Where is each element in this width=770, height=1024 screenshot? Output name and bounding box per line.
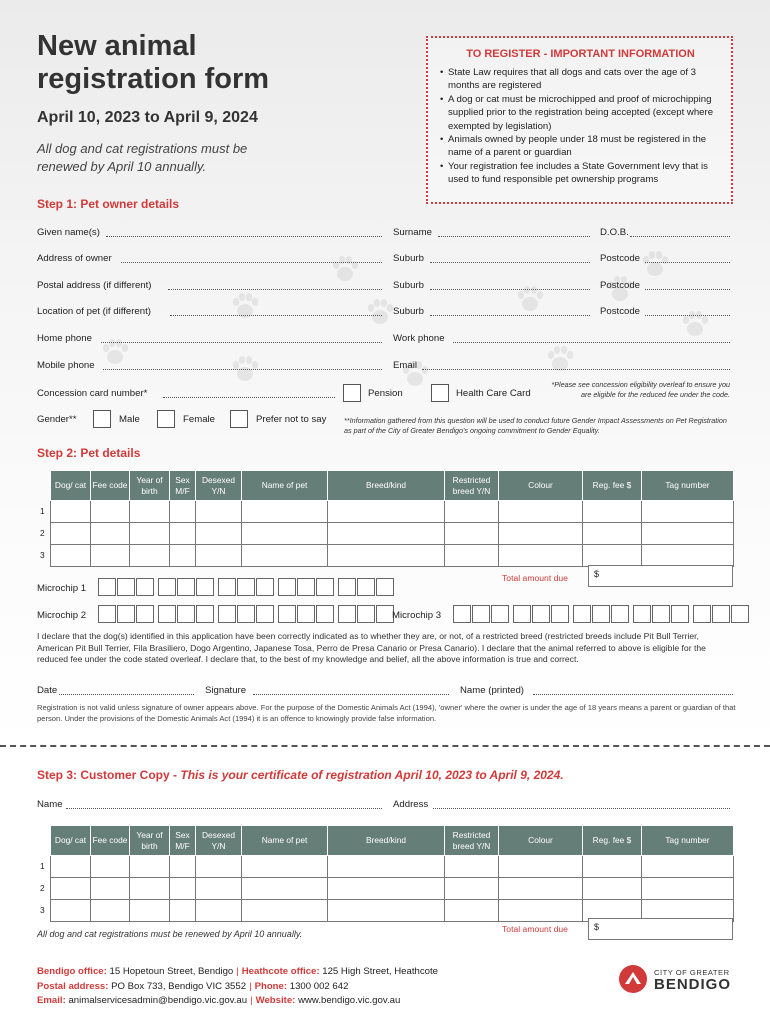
table-cell[interactable] [51, 501, 91, 523]
name-printed-field[interactable] [533, 694, 733, 695]
cut-line [0, 745, 770, 747]
form-title: New animal registration form [37, 30, 270, 95]
logo-line1: CITY OF GREATER [654, 968, 730, 977]
microchip1-label: Microchip 1 [37, 583, 87, 594]
step3-heading-prefix: Step 3: Customer Copy - [37, 768, 181, 782]
col-restricted-breed: Restricted breed Y/N [445, 826, 499, 856]
table-cell[interactable] [130, 545, 170, 567]
col-sex: Sex M/F [170, 471, 196, 501]
table-cell[interactable] [583, 856, 642, 878]
male-checkbox[interactable] [93, 410, 111, 428]
logo-line2: BENDIGO [654, 976, 732, 993]
given-names-label: Given name(s) [37, 227, 100, 238]
microchip2-label: Microchip 2 [37, 610, 87, 621]
renewal-note: All dog and cat registrations must be renewed by April 10 annually. [37, 141, 248, 174]
certificate-table [50, 825, 734, 922]
table-cell[interactable] [642, 501, 734, 523]
table-cell[interactable] [328, 878, 445, 900]
pet-details-table [50, 470, 734, 567]
suburb-label: Suburb [393, 253, 424, 264]
table-cell[interactable] [196, 523, 242, 545]
paw-print-icon [640, 250, 670, 278]
col-colour: Colour [499, 826, 583, 856]
concession-note: *Please see concession eligibility overleaf to ensure you are eligible for the reduced fee under the code. [551, 380, 730, 399]
table-cell[interactable] [91, 856, 130, 878]
name-label: Name [37, 799, 63, 810]
microchip2-boxes[interactable] [98, 605, 398, 623]
health-care-card-checkbox[interactable] [431, 384, 449, 402]
bendigo-office-label: Bendigo office: [37, 966, 107, 977]
table-header [51, 826, 734, 856]
email-field[interactable] [422, 369, 730, 370]
total-label: Total amount due [502, 573, 568, 583]
home-phone-label: Home phone [37, 333, 92, 344]
website-link[interactable]: www.bendigo.vic.gov.au [298, 995, 401, 1006]
table-cell[interactable] [445, 545, 499, 567]
col-dog-cat: Dog/ cat [51, 471, 91, 501]
table-cell[interactable] [51, 878, 91, 900]
table-cell[interactable] [583, 501, 642, 523]
table-cell[interactable] [445, 856, 499, 878]
total-amount-field[interactable] [588, 565, 733, 587]
table-cell[interactable] [51, 523, 91, 545]
info-item: • State Law requires that all dogs and cats over the age of 3 months are registered [440, 66, 721, 93]
table-cell[interactable] [642, 878, 734, 900]
table-cell[interactable] [328, 900, 445, 922]
col-colour: Colour [499, 471, 583, 501]
work-phone-label: Work phone [393, 333, 445, 344]
table-cell[interactable] [242, 545, 328, 567]
prefer-not-to-say-checkbox[interactable] [230, 410, 248, 428]
surname-field[interactable] [438, 236, 590, 237]
col-desexed: Desexed Y/N [196, 471, 242, 501]
postcode-label: Postcode [600, 306, 641, 317]
pension-checkbox[interactable] [343, 384, 361, 402]
info-item: • Animals owned by people under 18 must be registered in the name of a parent or guardian [440, 133, 721, 160]
postcode-field[interactable] [645, 315, 730, 316]
table-cell[interactable] [130, 501, 170, 523]
address-field[interactable] [433, 808, 730, 809]
city-crest-icon [618, 964, 648, 994]
total-prefix: $ [594, 569, 600, 579]
row-number: 1 [40, 861, 45, 871]
suburb-label: Suburb [393, 280, 424, 291]
suburb-field[interactable] [430, 262, 590, 263]
col-restricted-breed: Restricted breed Y/N [445, 471, 499, 501]
total-prefix: $ [594, 922, 600, 932]
website-label: Website: [255, 995, 296, 1006]
table-cell[interactable] [51, 545, 91, 567]
table-cell[interactable] [328, 501, 445, 523]
table-cell[interactable] [445, 523, 499, 545]
declaration-text: I declare that the dog(s) identified in this application have been correctly indicated as to whether they are, or not, of a restricted breed (restricted breeds include Pit Bull Terrier, American Pit Bull Terrier, Fila Brasiliero, Dogo Argentino, Japanese Tosa, Perro de Presa Canario or Presa Canario). I declare that the animal referred to above is eligible for the reduced fee under the code stated overleaf. I declare that, to the best of my knowledge and belief, all the above information is true and correct. [37, 631, 706, 664]
table-row[interactable] [51, 523, 734, 545]
table-cell[interactable] [499, 523, 583, 545]
table-cell[interactable] [170, 878, 196, 900]
city-logo [618, 962, 733, 998]
col-name-of-pet: Name of pet [242, 471, 328, 501]
table-cell[interactable] [242, 501, 328, 523]
table-cell[interactable] [196, 501, 242, 523]
info-item: • A dog or cat must be microchipped and proof of microchipping supplied prior to the registration being accepted (except where exempted by legislation) [440, 93, 721, 133]
table-cell[interactable] [91, 878, 130, 900]
owner-address-label: Address of owner [37, 253, 112, 264]
important-info-box [426, 36, 733, 204]
postal-address-label: Postal address (if different) [37, 280, 152, 291]
table-cell[interactable] [445, 501, 499, 523]
surname-label: Surname [393, 227, 432, 238]
postal-address: PO Box 733, Bendigo VIC 3552 [111, 980, 247, 992]
table-cell[interactable] [51, 856, 91, 878]
step2-heading: Step 2: Pet details [37, 446, 141, 460]
table-cell[interactable] [91, 545, 130, 567]
signature-field[interactable] [253, 694, 449, 695]
col-reg-fee: Reg. fee $ [583, 471, 642, 501]
table-cell[interactable] [642, 523, 734, 545]
row-number: 1 [40, 506, 45, 516]
given-names-field[interactable] [106, 236, 382, 237]
heathcote-office-label: Heathcote office: [241, 966, 320, 977]
table-cell[interactable] [242, 878, 328, 900]
postcode-label: Postcode [600, 253, 641, 264]
phone-label: Phone: [254, 980, 288, 992]
table-cell[interactable] [91, 501, 130, 523]
col-fee-code: Fee code [91, 826, 130, 856]
total-label: Total amount due [502, 924, 568, 934]
paw-print-icon [365, 298, 395, 326]
table-cell[interactable] [196, 856, 242, 878]
info-heading: TO REGISTER - IMPORTANT INFORMATION [466, 48, 695, 60]
home-phone-field[interactable] [101, 342, 382, 343]
col-year-of-birth: Year of birth [130, 826, 170, 856]
signature-label: Signature [205, 685, 247, 696]
suburb-label: Suburb [393, 306, 424, 317]
table-cell[interactable] [130, 523, 170, 545]
female-checkbox[interactable] [157, 410, 175, 428]
table-cell[interactable] [583, 878, 642, 900]
row-number: 2 [40, 528, 45, 538]
renewal-reminder: All dog and cat registrations must be renewed by April 10 annually. [37, 929, 303, 939]
concession-field[interactable] [163, 397, 335, 398]
health-care-card-label: Health Care Card [456, 388, 531, 399]
table-cell[interactable] [328, 523, 445, 545]
mobile-phone-label: Mobile phone [37, 360, 95, 371]
date-field[interactable] [59, 694, 194, 695]
table-cell[interactable] [328, 856, 445, 878]
registration-period: April 10, 2023 to April 9, 2024 [37, 109, 258, 126]
bendigo-office-address: 15 Hopetoun Street, Bendigo [109, 966, 234, 977]
col-dog-cat: Dog/ cat [51, 826, 91, 856]
info-item: • Your registration fee includes a State Government levy that is used to fund responsible pet ownership programs [440, 160, 721, 187]
table-cell[interactable] [170, 545, 196, 567]
step3-certificate-text: This is your certificate of registration April 10, 2023 to April 9, 2024. [180, 768, 564, 782]
col-name-of-pet: Name of pet [242, 826, 328, 856]
table-cell[interactable] [445, 878, 499, 900]
prefer-not-to-say-label: Prefer not to say [256, 414, 327, 425]
postcode-label: Postcode [600, 280, 641, 291]
table-cell[interactable] [328, 545, 445, 567]
table-cell[interactable] [130, 856, 170, 878]
table-cell[interactable] [583, 523, 642, 545]
step3-heading [37, 768, 564, 782]
col-breed: Breed/kind [328, 826, 445, 856]
pension-label: Pension [368, 388, 403, 399]
separator: | [249, 980, 252, 992]
suburb-field[interactable] [430, 289, 590, 290]
col-fee-code: Fee code [91, 471, 130, 501]
table-row[interactable] [51, 856, 734, 878]
row-number: 2 [40, 883, 45, 893]
table-cell[interactable] [196, 900, 242, 922]
table-row[interactable] [51, 878, 734, 900]
table-cell[interactable] [642, 545, 734, 567]
table-cell[interactable] [130, 878, 170, 900]
separator: | [236, 966, 239, 977]
row-number: 3 [40, 550, 45, 560]
table-cell[interactable] [499, 878, 583, 900]
email-label: Email [393, 360, 417, 371]
col-tag-number: Tag number [642, 471, 734, 501]
postal-address-label: Postal address: [37, 980, 109, 992]
col-reg-fee: Reg. fee $ [583, 826, 642, 856]
phone-number[interactable]: 1300 002 642 [289, 980, 349, 992]
address-label: Address [393, 799, 429, 810]
mobile-phone-field[interactable] [103, 369, 382, 370]
table-cell[interactable] [242, 900, 328, 922]
table-cell[interactable] [130, 900, 170, 922]
table-row[interactable] [51, 545, 734, 567]
female-label: Female [183, 414, 215, 425]
table-cell[interactable] [242, 523, 328, 545]
dob-field[interactable] [630, 236, 730, 237]
total-amount-field[interactable] [588, 918, 733, 940]
table-cell[interactable] [170, 900, 196, 922]
separator: | [250, 995, 253, 1006]
table-header [51, 471, 734, 501]
table-cell[interactable] [445, 900, 499, 922]
table-cell[interactable] [499, 501, 583, 523]
email-address[interactable]: animalservicesadmin@bendigo.vic.gov.au [68, 995, 248, 1006]
legal-notice: Registration is not valid unless signature of owner appears above. For the purpose of the Domestic Animals Act (1994), 'owner' where the owner is under the age of 18 years means a parent or guardian of that person. Under the provisions of the Domestic Animals Act (1994) it is an offence to knowingly provide false information. [37, 703, 736, 723]
pet-location-label: Location of pet (if different) [37, 306, 151, 317]
col-desexed: Desexed Y/N [196, 826, 242, 856]
table-cell[interactable] [499, 545, 583, 567]
table-cell[interactable] [170, 501, 196, 523]
microchip3-label: Microchip 3 [392, 610, 442, 621]
pet-location-field[interactable] [170, 315, 382, 316]
contact-footer [37, 965, 438, 1009]
table-cell[interactable] [91, 523, 130, 545]
col-sex: Sex M/F [170, 826, 196, 856]
table-cell[interactable] [91, 900, 130, 922]
name-printed-label: Name (printed) [460, 685, 524, 696]
paw-print-icon [330, 255, 360, 283]
table-cell[interactable] [642, 856, 734, 878]
male-label: Male [119, 414, 140, 425]
owner-address-field[interactable] [121, 262, 382, 263]
col-year-of-birth: Year of birth [130, 471, 170, 501]
table-cell[interactable] [51, 900, 91, 922]
table-cell[interactable] [170, 856, 196, 878]
table-cell[interactable] [242, 856, 328, 878]
table-cell[interactable] [170, 523, 196, 545]
gender-note: **Information gathered from this question will be used to conduct future Gender Impact Assessments on Pet Registration as part of the City of Greater Bendigo's ongoing commitment to Gender Equality. [344, 416, 727, 435]
work-phone-field[interactable] [453, 342, 730, 343]
date-label: Date [37, 685, 58, 696]
suburb-field[interactable] [430, 315, 590, 316]
step1-heading: Step 1: Pet owner details [37, 197, 180, 211]
microchip1-boxes[interactable] [98, 578, 398, 596]
postcode-field[interactable] [645, 262, 730, 263]
dob-label: D.O.B. [600, 227, 629, 238]
table-cell[interactable] [196, 878, 242, 900]
concession-label: Concession card number* [37, 388, 148, 399]
email-label: Email: [37, 995, 66, 1006]
table-cell[interactable] [196, 545, 242, 567]
gender-label: Gender** [37, 414, 77, 425]
table-cell[interactable] [583, 545, 642, 567]
postcode-field[interactable] [645, 289, 730, 290]
table-row[interactable] [51, 501, 734, 523]
microchip3-boxes[interactable] [453, 605, 753, 623]
postal-address-field[interactable] [168, 289, 382, 290]
name-field[interactable] [66, 808, 382, 809]
table-cell[interactable] [499, 900, 583, 922]
table-cell[interactable] [499, 856, 583, 878]
row-number: 3 [40, 905, 45, 915]
col-tag-number: Tag number [642, 826, 734, 856]
heathcote-office-address: 125 High Street, Heathcote [322, 966, 438, 977]
col-breed: Breed/kind [328, 471, 445, 501]
